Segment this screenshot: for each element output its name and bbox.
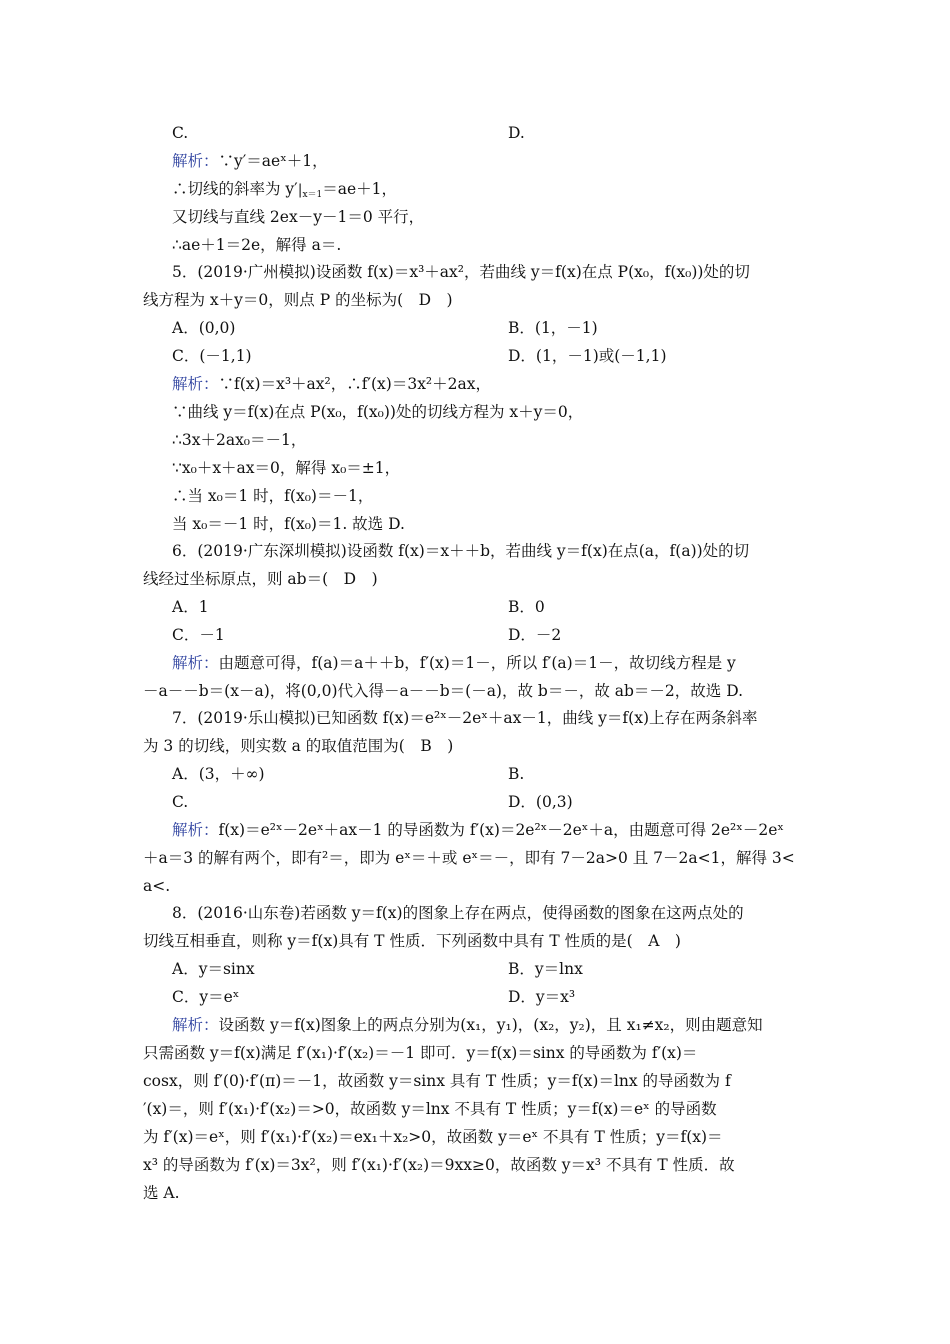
solution-line: 解析：∵y′＝aeˣ＋1， bbox=[172, 152, 328, 170]
question-7-stem: 7．(2019·乐山模拟)已知函数 f(x)＝e²ˣ－2eˣ＋ax－1，曲线 y＝f(x)上存在两条斜率 bbox=[172, 709, 758, 727]
option-c: C．y＝eˣ bbox=[172, 988, 240, 1006]
solution-line: cosx，则 f′(0)·f′(π)＝－1，故函数 y＝sinx 具有 T 性质；y＝f(x)＝lnx 的导函数为 f bbox=[143, 1072, 731, 1090]
question-6-stem: 线经过坐标原点，则 ab＝( D ) bbox=[143, 570, 378, 588]
solution-line: －a－－b＝(x－a)，将(0,0)代入得－a－－b＝(－a)，故 b＝－，故 ab＝－2，故选 D. bbox=[143, 682, 744, 700]
option-a: A．(3，＋∞) bbox=[172, 765, 265, 783]
option-b: B．(1，－1) bbox=[508, 319, 598, 337]
option-c: C. bbox=[172, 124, 189, 142]
solution-line: 解析：∵f(x)＝x³＋ax²，∴f′(x)＝3x²＋2ax， bbox=[172, 375, 491, 393]
option-a: A．1 bbox=[172, 598, 209, 616]
question-8-stem: 切线互相垂直，则称 y＝f(x)具有 T 性质．下列函数中具有 T 性质的是( A ) bbox=[143, 932, 681, 950]
option-d: D．－2 bbox=[508, 626, 562, 644]
solution-line: 当 x₀＝－1 时，f(x₀)＝1. 故选 D. bbox=[172, 515, 405, 533]
solution-line: 解析：f(x)＝e²ˣ－2eˣ＋ax－1 的导函数为 f′(x)＝2e²ˣ－2eˣ＋a，由题意可得 2e²ˣ－2eˣ bbox=[172, 821, 784, 839]
option-a: A．(0,0) bbox=[172, 319, 236, 337]
solution-line: a<. bbox=[143, 877, 171, 895]
option-b: B. bbox=[508, 765, 525, 783]
solution-line: ′(x)＝，则 f′(x₁)·f′(x₂)＝>0，故函数 y＝lnx 不具有 T 性质；y＝f(x)＝eˣ 的导函数 bbox=[143, 1100, 717, 1118]
solution-label: 解析： bbox=[172, 654, 219, 672]
solution-line: ∴3x＋2ax₀＝－1， bbox=[172, 431, 307, 449]
option-b: B．0 bbox=[508, 598, 545, 616]
solution-label: 解析： bbox=[172, 1016, 219, 1034]
question-5-stem: 线方程为 x＋y＝0，则点 P 的坐标为( D ) bbox=[143, 291, 453, 309]
question-7-stem: 为 3 的切线，则实数 a 的取值范围为( B ) bbox=[143, 737, 454, 755]
solution-line: 选 A. bbox=[143, 1184, 180, 1202]
solution-line: 又切线与直线 2ex－y－1＝0 平行， bbox=[172, 208, 425, 226]
solution-line: ∴当 x₀＝1 时，f(x₀)＝－1， bbox=[172, 487, 374, 505]
option-c: C. bbox=[172, 793, 189, 811]
option-b: B．y＝lnx bbox=[508, 960, 583, 978]
solution-line: ∵曲线 y＝f(x)在点 P(x₀，f(x₀))处的切线方程为 x＋y＝0， bbox=[172, 403, 584, 421]
option-d: D．(0,3) bbox=[508, 793, 573, 811]
option-d: D．(1，－1)或(－1,1) bbox=[508, 347, 667, 365]
solution-line: 只需函数 y＝f(x)满足 f′(x₁)·f′(x₂)＝－1 即可．y＝f(x)＝sinx 的导函数为 f′(x)＝ bbox=[143, 1044, 698, 1062]
solution-line: ∴ae＋1＝2e，解得 a＝. bbox=[172, 236, 342, 254]
question-8-stem: 8．(2016·山东卷)若函数 y＝f(x)的图象上存在两点，使得函数的图象在这两点处的 bbox=[172, 904, 744, 922]
solution-label: 解析： bbox=[172, 152, 219, 170]
option-d: D．y＝x³ bbox=[508, 988, 576, 1006]
solution-line: ∵x₀＋x＋ax＝0，解得 x₀＝±1， bbox=[172, 459, 401, 477]
question-5-stem: 5．(2019·广州模拟)设函数 f(x)＝x³＋ax²，若曲线 y＝f(x)在点 P(x₀，f(x₀))处的切 bbox=[172, 263, 750, 281]
option-c: C．(－1,1) bbox=[172, 347, 252, 365]
option-c: C．－1 bbox=[172, 626, 225, 644]
solution-line: ∴切线的斜率为 $y'|_{x=1}=ae+1$， bbox=[172, 180, 398, 200]
solution-label: 解析： bbox=[172, 821, 219, 839]
solution-line: x³ 的导函数为 f′(x)＝3x²，则 f′(x₁)·f′(x₂)＝9xx≥0，故函数 y＝x³ 不具有 T 性质．故 bbox=[143, 1156, 735, 1174]
solution-line: 解析：由题意可得，f(a)＝a＋＋b，f′(x)＝1－，所以 f′(a)＝1－，故切线方程是 y bbox=[172, 654, 736, 672]
option-a: A．y＝sinx bbox=[172, 960, 255, 978]
solution-line: 为 f′(x)＝eˣ，则 f′(x₁)·f′(x₂)＝ex₁＋x₂>0，故函数 y＝eˣ 不具有 T 性质；y＝f(x)＝ bbox=[143, 1128, 723, 1146]
option-d: D. bbox=[508, 124, 525, 142]
solution-label: 解析： bbox=[172, 375, 219, 393]
question-6-stem: 6．(2019·广东深圳模拟)设函数 f(x)＝x＋＋b，若曲线 y＝f(x)在点(a，f(a))处的切 bbox=[172, 542, 750, 560]
solution-line: ＋a＝3 的解有两个，即有²＝，即为 eˣ＝＋或 eˣ＝－，即有 7－2a>0 且 7－2a<1，解得 3< bbox=[143, 849, 795, 867]
solution-line: 解析：设函数 y＝f(x)图象上的两点分别为(x₁，y₁)，(x₂，y₂)，且 x₁≠x₂，则由题意知 bbox=[172, 1016, 763, 1034]
